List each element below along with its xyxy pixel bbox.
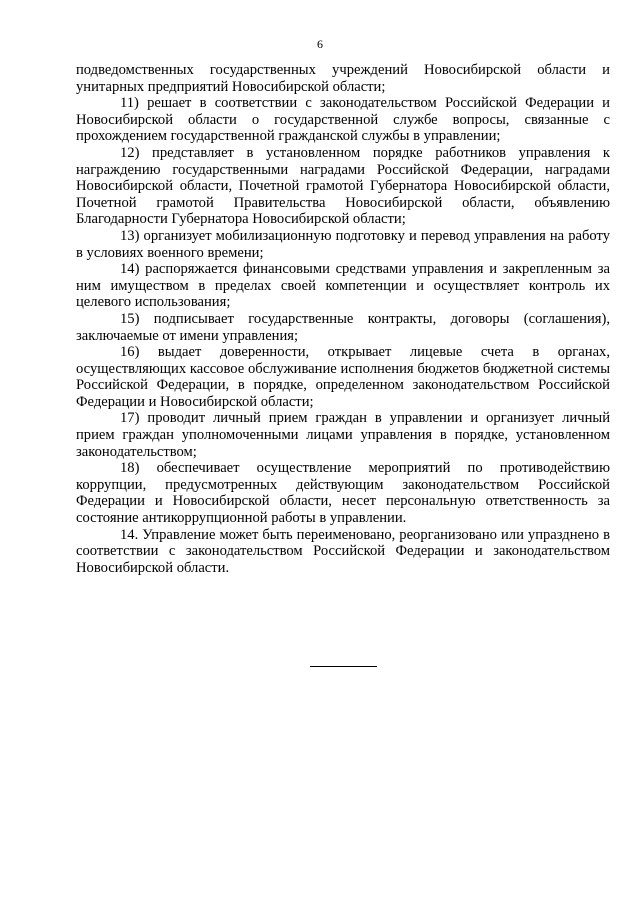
- paragraph-item-15: 15) подписывает государственные контракты, договоры (соглашения), заключаемые от имени управления;: [76, 310, 610, 344]
- paragraph-item-18: 18) обеспечивает осуществление мероприятий по противодействию коррупции, предусмотренных действующим законодательством Российской Федерации и Новосибирской области, несет персональную ответственность за состояние антикоррупционной работы в управлении.: [76, 460, 610, 527]
- page-number: 6: [317, 37, 323, 51]
- paragraph-item-11: 11) решает в соответствии с законодательством Российской Федерации и Новосибирской области о государственной службе вопросы, связанные с прохождением государственной гражданской службы в управлении;: [76, 95, 610, 145]
- end-of-document-rule: [310, 666, 377, 667]
- paragraph-item-12: 12) представляет в установленном порядке работников управления к награждению государственными наградами Российской Федерации, наградами Новосибирской области, Почетной грамотой Губернатора Новосибирской области, Почетной грамотой Правительства Новосибирской области, объявлению Благодарности Губернатора Новосибирской области;: [76, 144, 610, 228]
- paragraph-item-16: 16) выдает доверенности, открывает лицевые счета в органах, осуществляющих кассовое обслуживание исполнения бюджетов бюджетной системы Российской Федерации, в порядке, определенном законодательством Российской Федерации и Новосибирской области;: [76, 344, 610, 410]
- paragraph-item-14: 14) распоряжается финансовыми средствами управления и закрепленным за ним имуществом в пределах своей компетенции и осуществляет контроль их целевого использования;: [76, 261, 610, 311]
- paragraph-item-17: 17) проводит личный прием граждан в управлении и организует личный прием граждан уполномоченными лицами управления в порядке, установленном законодательством;: [76, 410, 610, 460]
- document-body: [76, 62, 610, 576]
- paragraph-item-13: 13) организует мобилизационную подготовку и перевод управления на работу в условиях военного времени;: [76, 227, 610, 261]
- paragraph-continuation: подведомственных государственных учреждений Новосибирской области и унитарных предприятий Новосибирской области;: [76, 62, 610, 95]
- paragraph-clause-14: 14. Управление может быть переименовано, реорганизовано или упразднено в соответствии с законодательством Российской Федерации и законодательством Новосибирской области.: [76, 526, 610, 576]
